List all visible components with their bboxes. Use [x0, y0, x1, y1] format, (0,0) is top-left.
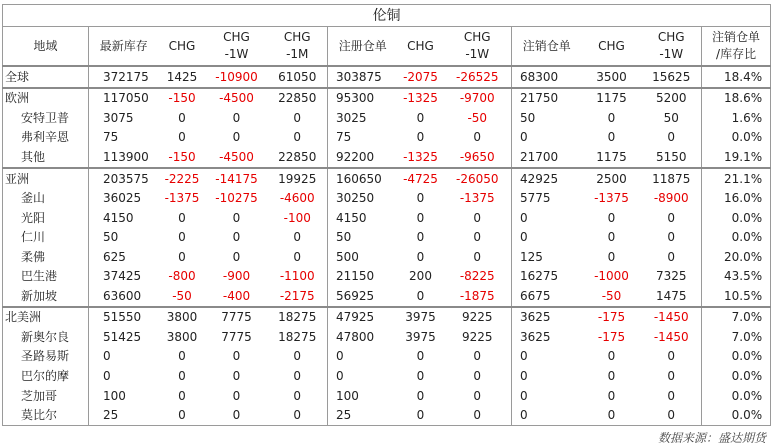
data-cell: -100 — [283, 210, 311, 225]
data-cell: 0 — [642, 405, 702, 425]
data-cell: 7.0% — [702, 307, 771, 328]
column-header-line: CHG — [463, 30, 491, 44]
data-cell: -1875 — [459, 288, 495, 303]
column-header-line: 最新库存 — [99, 38, 148, 53]
data-cell: 0 — [667, 230, 676, 245]
data-cell: 0 — [512, 128, 582, 148]
table-row — [3, 286, 771, 307]
data-cell: -150 — [168, 149, 196, 164]
title-row — [3, 5, 771, 27]
data-cell: 3500 — [596, 69, 627, 84]
column-header — [444, 27, 512, 67]
table-row — [3, 307, 771, 328]
data-cell: -10275 — [215, 191, 258, 206]
data-cell: 0 — [416, 110, 425, 125]
column-header-line: 注销仓单 — [712, 30, 761, 44]
data-cell: 0.0% — [702, 227, 771, 247]
data-cell: 1425 — [166, 69, 198, 84]
data-cell: 1175 — [582, 88, 642, 109]
column-header-line: 地域 — [33, 38, 58, 53]
data-cell: 0 — [473, 230, 482, 245]
data-cell: 56925 — [328, 286, 398, 307]
data-cell: 22850 — [268, 88, 328, 109]
data-cell: 0 — [607, 368, 616, 383]
data-cell: 0 — [473, 349, 482, 364]
data-cell: -50 — [172, 288, 192, 303]
data-cell: 0 — [667, 368, 676, 383]
data-cell: 0 — [232, 368, 241, 383]
data-cell: 0 — [473, 130, 482, 145]
column-header-line: -1W — [465, 47, 490, 61]
header-row — [3, 27, 771, 67]
data-cell: -900 — [222, 269, 251, 284]
data-cell: 15625 — [652, 69, 691, 84]
data-cell: 3025 — [328, 108, 398, 128]
table-row — [3, 347, 771, 367]
region-name: 欧洲 — [3, 88, 89, 109]
data-cell: 0 — [293, 130, 302, 145]
data-cell: 4150 — [89, 208, 159, 228]
data-cell: 0 — [582, 405, 642, 425]
data-cell: 75 — [89, 128, 159, 148]
data-cell: 6675 — [512, 286, 582, 307]
column-header — [512, 27, 582, 67]
data-cell: 3975 — [405, 329, 436, 344]
data-cell: 0.0% — [702, 208, 771, 228]
data-cell: -400 — [222, 288, 251, 303]
data-cell: 0 — [89, 347, 159, 367]
data-cell: 0.0% — [702, 347, 771, 367]
data-cell: 0 — [667, 130, 676, 145]
data-cell: 203575 — [89, 168, 159, 189]
region-name: 巴生港 — [3, 266, 89, 286]
column-header-line: CHG — [168, 38, 196, 53]
data-cell: 51425 — [89, 327, 159, 347]
data-cell: 95300 — [328, 88, 398, 109]
data-cell: -26050 — [444, 168, 512, 189]
data-cell: -8900 — [653, 191, 689, 206]
region-name: 光阳 — [3, 208, 89, 228]
table-row — [3, 88, 771, 109]
region-name: 安特卫普 — [3, 108, 89, 128]
region-name: 新加坡 — [3, 286, 89, 307]
data-cell: 5775 — [512, 188, 582, 208]
column-header — [582, 27, 642, 67]
data-cell: 0.0% — [702, 128, 771, 148]
data-cell: -1375 — [459, 191, 495, 206]
data-cell: 7.0% — [702, 327, 771, 347]
data-cell: 0 — [607, 210, 616, 225]
region-name: 北美洲 — [3, 307, 89, 328]
data-cell: -1375 — [594, 191, 629, 206]
data-cell: 0 — [473, 368, 482, 383]
data-cell: 0 — [607, 388, 616, 403]
table-row — [3, 227, 771, 247]
region-name: 其他 — [3, 147, 89, 168]
table-row — [3, 168, 771, 189]
data-cell: 3800 — [166, 329, 198, 344]
region-name: 弗利辛恩 — [3, 128, 89, 148]
data-cell: -9650 — [459, 149, 495, 164]
table-row — [3, 247, 771, 267]
column-header-line: CHG — [657, 30, 685, 44]
data-cell: 0 — [328, 366, 398, 386]
column-header — [206, 27, 268, 67]
data-cell: 0 — [607, 249, 616, 264]
data-cell: 0 — [178, 210, 186, 225]
data-cell: 50 — [663, 110, 679, 125]
data-cell: 18275 — [278, 329, 317, 344]
data-cell: 22850 — [278, 149, 317, 164]
data-cell: 100 — [328, 386, 398, 406]
data-cell: 5200 — [642, 88, 702, 109]
data-cell: 3975 — [398, 307, 444, 328]
region-name: 圣路易斯 — [3, 347, 89, 367]
data-cell: 18.4% — [702, 66, 771, 88]
data-cell: 92200 — [328, 147, 398, 168]
data-cell: 5150 — [655, 149, 687, 164]
data-cell: 68300 — [512, 66, 582, 88]
data-cell: 0 — [398, 405, 444, 425]
data-cell: 18.6% — [702, 88, 771, 109]
data-cell: 47800 — [328, 327, 398, 347]
data-cell: 0 — [667, 349, 676, 364]
data-cell: 0.0% — [702, 405, 771, 425]
data-cell: 0 — [473, 249, 482, 264]
data-cell: 25 — [328, 405, 398, 425]
data-cell: 0 — [293, 249, 302, 264]
table-row — [3, 66, 771, 88]
copper-inventory-table — [2, 4, 770, 428]
data-cell: 0 — [512, 227, 582, 247]
data-cell: 36025 — [89, 188, 159, 208]
data-cell: -1325 — [403, 149, 438, 164]
region-name: 莫比尔 — [3, 405, 89, 425]
data-cell: 0 — [512, 366, 582, 386]
data-cell: 0 — [416, 349, 425, 364]
data-cell: 19925 — [268, 168, 328, 189]
data-cell: 0 — [293, 368, 302, 383]
data-cell: 372175 — [89, 66, 159, 88]
data-cell: 51550 — [89, 307, 159, 328]
column-header-line: CHG — [598, 38, 625, 53]
data-cell: 0 — [293, 110, 302, 125]
data-cell: 20.0% — [702, 247, 771, 267]
region-name: 亚洲 — [3, 168, 89, 189]
data-cell: 61050 — [278, 69, 317, 84]
data-cell: 25 — [89, 405, 159, 425]
data-cell: 0 — [178, 368, 186, 383]
data-cell: 0 — [178, 130, 186, 145]
region-name: 新奥尔良 — [3, 327, 89, 347]
region-name: 巴尔的摩 — [3, 366, 89, 386]
data-cell: -4725 — [398, 168, 444, 189]
data-cell: -4500 — [219, 149, 254, 164]
data-cell: 7775 — [206, 307, 268, 328]
data-cell: 3625 — [512, 327, 582, 347]
data-cell: 0 — [232, 388, 241, 403]
data-cell: 16.0% — [702, 188, 771, 208]
table-row — [3, 208, 771, 228]
data-cell: -50 — [601, 288, 622, 303]
data-cell: 0 — [667, 210, 676, 225]
data-cell: 7325 — [655, 269, 687, 284]
data-cell: 0 — [667, 249, 676, 264]
data-cell: 63600 — [89, 286, 159, 307]
data-cell: 500 — [328, 247, 398, 267]
data-cell: 37425 — [89, 266, 159, 286]
region-name: 仁川 — [3, 227, 89, 247]
data-cell: 10.5% — [702, 286, 771, 307]
data-cell: 117050 — [89, 88, 159, 109]
data-cell: 0 — [667, 388, 676, 403]
data-cell: 125 — [512, 247, 582, 267]
data-cell: 42925 — [512, 168, 582, 189]
data-cell: -4500 — [206, 88, 268, 109]
data-cell: 21150 — [328, 266, 398, 286]
data-cell: 0 — [178, 388, 186, 403]
data-cell: 0 — [416, 388, 425, 403]
column-header-line: CHG — [407, 38, 434, 53]
column-header — [268, 27, 328, 67]
column-header — [89, 27, 159, 67]
table-row — [3, 386, 771, 406]
data-cell: 0 — [232, 210, 241, 225]
data-cell: 9225 — [444, 307, 512, 328]
table-row — [3, 128, 771, 148]
data-cell: 11875 — [642, 168, 702, 189]
data-cell: 50 — [328, 227, 398, 247]
data-cell: 160650 — [328, 168, 398, 189]
column-header — [398, 27, 444, 67]
data-cell: 18275 — [268, 307, 328, 328]
data-cell: -2225 — [159, 168, 206, 189]
data-cell: 113900 — [89, 147, 159, 168]
data-cell: -10900 — [215, 69, 258, 84]
column-header-line: 注册仓单 — [338, 38, 387, 53]
data-cell: -4600 — [279, 191, 315, 206]
table-row — [3, 108, 771, 128]
data-cell: -1100 — [279, 269, 315, 284]
data-cell: -1000 — [594, 269, 629, 284]
data-cell: 0 — [206, 405, 268, 425]
column-header-line: 注销仓单 — [522, 38, 571, 53]
data-cell: 0 — [473, 388, 482, 403]
data-cell: -800 — [168, 269, 196, 284]
data-cell: 0.0% — [702, 366, 771, 386]
table-row — [3, 327, 771, 347]
data-cell: 3075 — [89, 108, 159, 128]
data-cell: -50 — [467, 110, 488, 125]
data-cell: 47925 — [328, 307, 398, 328]
data-cell: 19.1% — [702, 147, 771, 168]
column-header — [702, 27, 771, 67]
data-cell: 0 — [416, 230, 425, 245]
data-cell: 0 — [89, 366, 159, 386]
data-cell: 0 — [512, 208, 582, 228]
data-cell: -8225 — [459, 269, 495, 284]
data-cell: 1475 — [655, 288, 687, 303]
data-cell: 0 — [232, 230, 241, 245]
data-cell: -1450 — [653, 329, 689, 344]
data-cell: 0 — [268, 405, 328, 425]
data-cell: 0 — [416, 288, 425, 303]
data-cell: 0 — [232, 349, 241, 364]
column-header-line: CHG — [283, 30, 311, 44]
data-cell: 75 — [328, 128, 398, 148]
data-cell: -2175 — [279, 288, 315, 303]
data-cell: 21700 — [512, 147, 582, 168]
column-header — [3, 27, 89, 67]
data-cell: -150 — [159, 88, 206, 109]
data-cell: 0.0% — [702, 386, 771, 406]
data-cell: 0 — [159, 405, 206, 425]
data-cell: 0 — [607, 230, 616, 245]
data-cell: -26525 — [455, 69, 499, 84]
data-cell: 0 — [473, 210, 482, 225]
data-cell: 0 — [178, 230, 186, 245]
data-cell: 100 — [89, 386, 159, 406]
data-cell: 0 — [416, 210, 425, 225]
table-title: 伦铜 — [3, 5, 771, 27]
data-cell: -175 — [597, 329, 626, 344]
data-cell: 3625 — [512, 307, 582, 328]
data-cell: -9700 — [444, 88, 512, 109]
data-cell: 0 — [178, 349, 186, 364]
data-cell: 0 — [328, 347, 398, 367]
data-source-note: 数据来源：盛达期货 — [657, 431, 766, 445]
column-header-line: -1M — [286, 47, 309, 61]
data-cell: 0 — [607, 349, 616, 364]
table-row — [3, 147, 771, 168]
data-cell: 0 — [293, 388, 302, 403]
data-cell: 0 — [607, 110, 616, 125]
column-header — [159, 27, 206, 67]
table-row — [3, 366, 771, 386]
data-cell: 21750 — [512, 88, 582, 109]
data-cell: -1325 — [398, 88, 444, 109]
data-cell: 0 — [178, 249, 186, 264]
data-cell: 0 — [512, 386, 582, 406]
data-cell: 200 — [409, 269, 432, 284]
data-cell: 0 — [512, 405, 582, 425]
data-cell: 30250 — [328, 188, 398, 208]
column-header — [328, 27, 398, 67]
table-row — [3, 266, 771, 286]
data-cell: 0 — [232, 130, 241, 145]
region-name: 芝加哥 — [3, 386, 89, 406]
data-cell: 0 — [232, 249, 241, 264]
data-cell: 0 — [512, 347, 582, 367]
data-cell: 1.6% — [702, 108, 771, 128]
region-name: 柔佛 — [3, 247, 89, 267]
data-cell: 21.1% — [702, 168, 771, 189]
column-header-line: /库存比 — [716, 47, 757, 61]
data-cell: 0 — [232, 110, 241, 125]
region-name: 全球 — [3, 66, 89, 88]
data-cell: -2075 — [403, 69, 438, 84]
data-cell: -1450 — [642, 307, 702, 328]
data-cell: -1375 — [164, 191, 200, 206]
data-cell: 1175 — [596, 149, 627, 164]
data-cell: 7775 — [221, 329, 252, 344]
data-cell: 0 — [293, 230, 302, 245]
table-row — [3, 405, 771, 425]
data-cell: 0 — [416, 368, 425, 383]
data-cell: 3800 — [159, 307, 206, 328]
column-header-line: -1W — [224, 47, 249, 61]
region-name: 釜山 — [3, 188, 89, 208]
data-cell: 0 — [607, 130, 616, 145]
data-cell: 625 — [89, 247, 159, 267]
column-header — [642, 27, 702, 67]
data-cell: -175 — [582, 307, 642, 328]
data-cell: 43.5% — [702, 266, 771, 286]
data-cell: 50 — [89, 227, 159, 247]
column-header-line: -1W — [659, 47, 684, 61]
data-cell: 0 — [444, 405, 512, 425]
data-cell: 2500 — [582, 168, 642, 189]
data-cell: 0 — [416, 249, 425, 264]
data-cell: 16275 — [512, 266, 582, 286]
data-cell: 50 — [512, 108, 582, 128]
data-cell: 0 — [293, 349, 302, 364]
data-cell: 9225 — [461, 329, 493, 344]
column-header-line: CHG — [223, 30, 250, 44]
data-cell: 0 — [178, 110, 186, 125]
data-cell: 0 — [416, 130, 425, 145]
data-cell: 0 — [416, 191, 425, 206]
data-cell: 303875 — [328, 66, 398, 88]
data-cell: 4150 — [328, 208, 398, 228]
table-row — [3, 188, 771, 208]
data-cell: -14175 — [206, 168, 268, 189]
